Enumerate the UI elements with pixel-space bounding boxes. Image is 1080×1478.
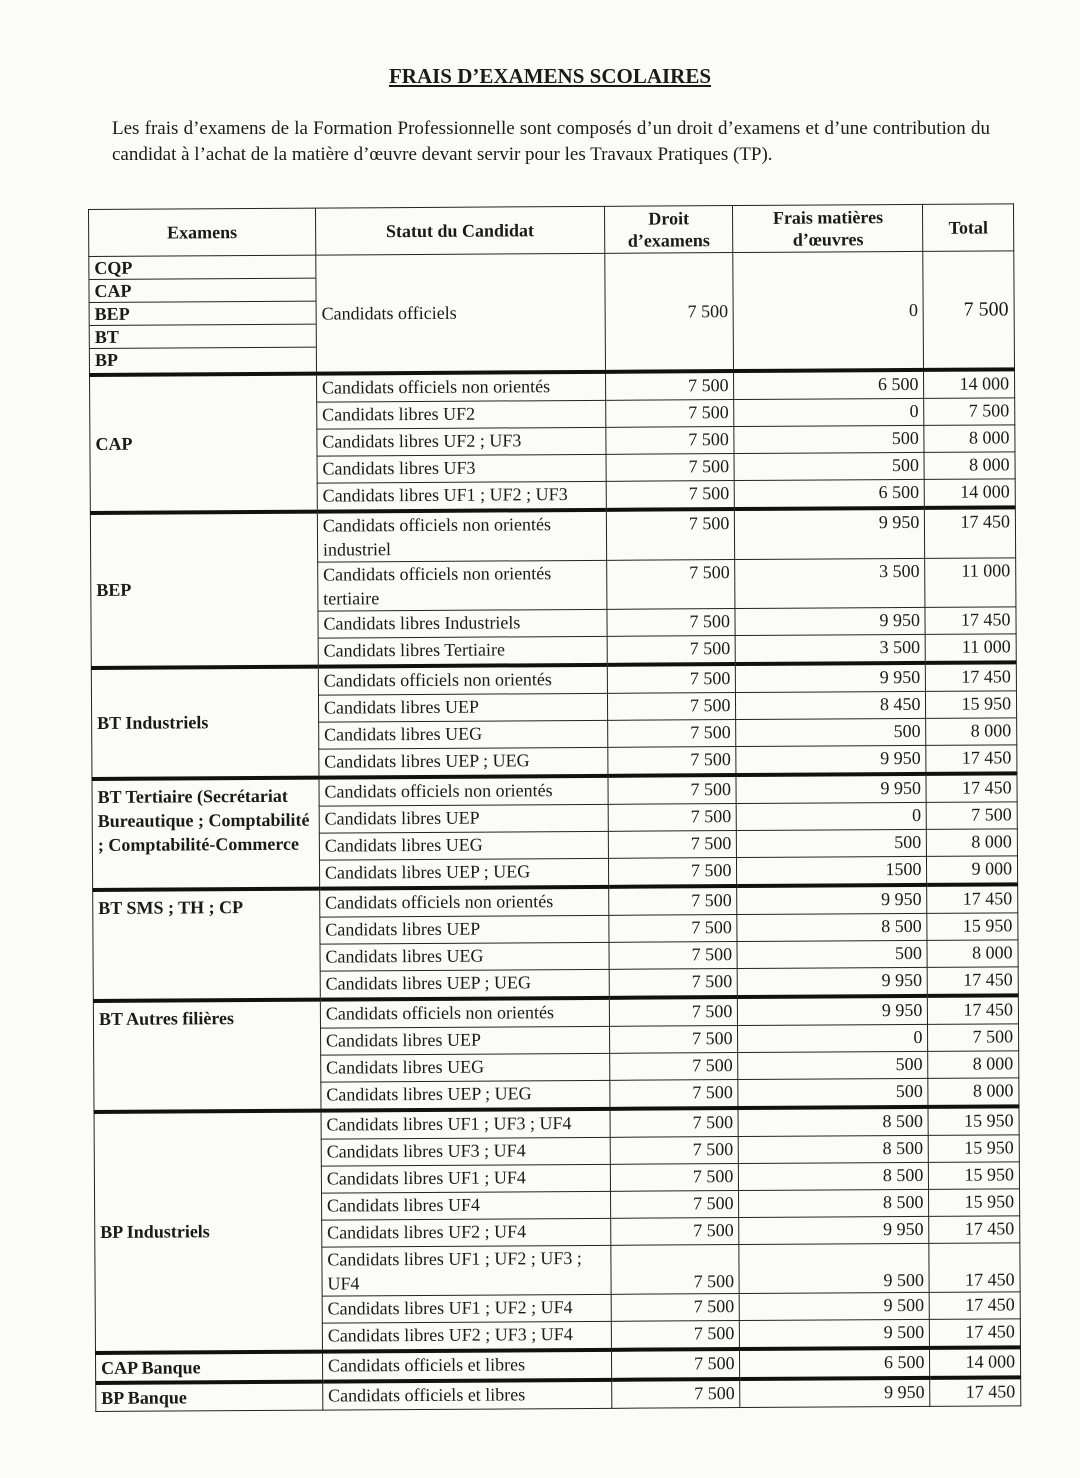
exam-bep: BEP (90, 302, 316, 326)
statut-cell: Candidats officiels non orientés (319, 775, 608, 805)
frais-cell: 9 950 (738, 995, 928, 1025)
droit-cell: 7 500 (609, 997, 738, 1026)
droit-cell: 7 500 (608, 857, 737, 886)
statut-cell: Candidats officiels et libres (322, 1349, 611, 1381)
exam-cell: BT Tertiaire (Secrétariat Bureautique ; Comptabilité ; Comptabilité-Commerce (92, 777, 320, 889)
frais-cell: 500 (737, 829, 927, 857)
total-cell: 8 000 (924, 424, 1015, 452)
total-cell: 8 000 (924, 451, 1015, 479)
frais-cell: 9 950 (735, 607, 925, 635)
frais-cell: 500 (736, 718, 926, 746)
droit-cell: 7 500 (609, 968, 738, 997)
frais-cell: 8 500 (739, 1189, 929, 1217)
statut-cell: Candidats libres UF2 ; UF3 ; UF4 (322, 1321, 611, 1351)
total-cell: 17 450 (927, 884, 1018, 913)
table-row (90, 507, 1015, 563)
frais-cell: 9 950 (738, 967, 928, 997)
total-cell: 14 000 (925, 478, 1016, 507)
frais-cell: 6 500 (735, 479, 925, 509)
frais-cell: 500 (737, 940, 927, 968)
frais-cell: 3 500 (735, 558, 925, 608)
frais-cell: 8 500 (739, 1162, 929, 1190)
table-body (89, 251, 1021, 1411)
header-examens: Examens (89, 208, 316, 256)
statut-cell: Candidats libres UF3 (317, 454, 606, 483)
droit-cell: 7 500 (609, 914, 738, 942)
document-title: FRAIS D’EXAMENS SCOLAIRES (388, 64, 712, 88)
exam-cqp: CQP (89, 256, 315, 280)
statut-cell: Candidats libres UF1 ; UF3 ; UF4 (321, 1108, 610, 1138)
droit-cell: 7 500 (608, 830, 737, 858)
frais-cell: 9 950 (736, 745, 926, 775)
droit-cell: 7 500 (608, 775, 737, 804)
statut-cell: Candidats officiels non orientés (318, 664, 607, 694)
total-cell: 14 000 (924, 369, 1015, 398)
droit-cell: 7 500 (611, 1349, 740, 1380)
droit-cell: 7 500 (605, 253, 734, 372)
frais-cell: 500 (738, 1051, 928, 1079)
total-cell: 17 450 (930, 1291, 1021, 1319)
statut-cell: Candidats libres UF4 (321, 1191, 610, 1220)
droit-cell: 7 500 (611, 1293, 740, 1321)
statut-cell: Candidats libres UF3 ; UF4 (321, 1137, 610, 1166)
frais-cell: 1500 (737, 856, 927, 886)
frais-cell: 0 (738, 1024, 928, 1052)
total-cell: 8 000 (928, 1077, 1019, 1106)
droit-cell: 7 500 (611, 1244, 740, 1294)
droit-cell: 7 500 (606, 399, 735, 427)
statut-cell: Candidats officiels non orientés tertiaire (318, 560, 607, 611)
total-cell: 8 000 (927, 939, 1018, 967)
table-header-row (89, 204, 1014, 257)
frais-cell: 8 500 (739, 1135, 929, 1163)
total-cell: 11 000 (925, 557, 1016, 607)
frais-cell: 500 (734, 425, 924, 453)
total-cell: 15 950 (927, 912, 1018, 940)
statut-cell: Candidats libres UF1 ; UF4 (321, 1164, 610, 1193)
frais-cell: 9 950 (736, 662, 926, 692)
frais-cell: 0 (733, 251, 924, 370)
exam-cell: CAP Banque (95, 1351, 322, 1382)
droit-cell: 7 500 (607, 719, 736, 747)
total-cell: 14 000 (930, 1347, 1021, 1378)
total-cell: 17 450 (925, 606, 1016, 634)
droit-cell: 7 500 (607, 664, 736, 693)
table-row (89, 251, 1015, 375)
total-cell: 17 450 (926, 744, 1017, 773)
total-cell: 7 500 (927, 801, 1018, 829)
table-row (96, 1377, 1021, 1411)
exam-list-cell (89, 255, 317, 374)
frais-cell: 500 (734, 452, 924, 480)
droit-cell: 7 500 (606, 480, 735, 509)
header-droit: Droit d’examens (604, 206, 733, 254)
droit-cell: 7 500 (605, 371, 734, 400)
droit-cell: 7 500 (606, 453, 735, 481)
statut-cell: Candidats libres Tertiaire (318, 636, 607, 666)
droit-cell: 7 500 (608, 803, 737, 831)
statut-cell: Candidats libres Industriels (318, 609, 607, 638)
statut-cell: Candidats libres UEP (320, 915, 609, 944)
header-total: Total (923, 204, 1014, 252)
exam-cell: CAP (90, 373, 318, 512)
droit-cell: 7 500 (610, 1136, 739, 1164)
droit-cell: 7 500 (606, 426, 735, 454)
total-cell: 15 950 (928, 1106, 1019, 1135)
droit-cell: 7 500 (611, 1320, 740, 1349)
statut-cell: Candidats libres UF1 ; UF2 ; UF3 (317, 481, 606, 511)
statut-cell: Candidats libres UF1 ; UF2 ; UF4 (322, 1294, 611, 1323)
statut-cell: Candidats libres UF2 ; UF3 (317, 427, 606, 456)
statut-cell: Candidats libres UEG (319, 831, 608, 860)
total-cell: 7 500 (924, 397, 1015, 425)
total-cell: 17 450 (928, 995, 1019, 1024)
exam-cell: BP Banque (96, 1381, 323, 1411)
droit-cell: 7 500 (611, 1217, 740, 1245)
total-cell: 8 000 (926, 717, 1017, 745)
statut-cell: Candidats officiels non orientés industriel (317, 509, 606, 561)
total-cell: 7 500 (928, 1023, 1019, 1051)
total-cell: 15 950 (929, 1134, 1020, 1162)
droit-cell: 7 500 (610, 1163, 739, 1191)
statut-cell: Candidats libres UEG (319, 720, 608, 749)
statut-cell: Candidats libres UEP (318, 693, 607, 722)
statut-cell: Candidats libres UEP ; UEG (319, 747, 608, 777)
statut-cell: Candidats libres UEP (319, 804, 608, 833)
header-frais: Frais matières d’œuvres (733, 204, 923, 252)
statut-cell: Candidats officiels non orientés (320, 997, 609, 1027)
total-cell: 15 950 (929, 1161, 1020, 1189)
total-cell: 17 450 (925, 507, 1016, 558)
droit-cell: 7 500 (610, 1052, 739, 1080)
total-cell: 11 000 (925, 633, 1016, 662)
header-statut: Statut du Candidat (315, 206, 604, 255)
frais-cell: 6 500 (734, 369, 924, 399)
intro-paragraph: Les frais d’examens de la Formation Professionnelle sont composés d’un droit d’examens et d’une contribution du candidat à l’achat de la matière d’œuvre devant servir pour les Travaux Pratiques (TP). (112, 118, 990, 165)
frais-cell: 9 950 (735, 507, 925, 559)
total-cell: 7 500 (923, 251, 1014, 370)
statut-cell: Candidats libres UEP ; UEG (321, 1080, 610, 1110)
statut-cell: Candidats officiels et libres (323, 1379, 612, 1409)
statut-cell: Candidats libres UEP (320, 1026, 609, 1055)
frais-cell: 6 500 (740, 1347, 930, 1378)
droit-cell: 7 500 (610, 1108, 739, 1137)
statut-cell: Candidats officiels non orientés (320, 886, 609, 916)
frais-cell: 9 500 (740, 1292, 930, 1320)
frais-cell: 9 950 (739, 1216, 929, 1244)
frais-cell: 9 950 (737, 884, 927, 914)
total-cell: 15 950 (926, 690, 1017, 718)
frais-cell: 0 (734, 398, 924, 426)
statut-cell: Candidats libres UF1 ; UF2 ; UF3 ; UF4 (322, 1245, 611, 1296)
exam-cell: BT Industriels (91, 666, 319, 778)
exam-bt: BT (90, 325, 316, 349)
total-cell: 17 450 (929, 1215, 1020, 1243)
exam-cap: CAP (89, 279, 315, 303)
statut-cell: Candidats libres UEP ; UEG (320, 969, 609, 999)
frais-cell: 9 500 (740, 1319, 930, 1349)
statut-cell: Candidats libres UF2 ; UF4 (322, 1218, 611, 1247)
total-cell: 17 450 (926, 773, 1017, 802)
droit-cell: 7 500 (609, 941, 738, 969)
frais-cell: 9 950 (736, 773, 926, 803)
statut-cell: Candidats libres UF2 (317, 400, 606, 429)
droit-cell: 7 500 (612, 1379, 741, 1408)
droit-cell: 7 500 (606, 509, 735, 560)
total-cell: 17 450 (929, 1242, 1020, 1292)
total-cell: 8 000 (928, 1050, 1019, 1078)
total-cell: 9 000 (927, 855, 1018, 884)
frais-cell: 9 950 (740, 1377, 930, 1407)
statut-cell: Candidats libres UEG (321, 1053, 610, 1082)
frais-cell: 3 500 (736, 634, 926, 664)
statut-cell: Candidats libres UEG (320, 942, 609, 971)
droit-cell: 7 500 (607, 608, 736, 636)
total-cell: 17 450 (930, 1318, 1021, 1347)
frais-cell: 8 450 (736, 691, 926, 719)
frais-cell: 8 500 (738, 1106, 928, 1136)
exam-bp: BP (94, 349, 118, 370)
frais-cell: 500 (738, 1078, 928, 1108)
total-cell: 17 450 (926, 662, 1017, 691)
statut-cell: Candidats libres UEP ; UEG (319, 858, 608, 888)
total-cell: 17 450 (928, 966, 1019, 995)
total-cell: 17 450 (930, 1377, 1021, 1406)
total-cell: 15 950 (929, 1188, 1020, 1216)
exam-cell: BP Industriels (94, 1110, 322, 1352)
frais-cell: 9 500 (739, 1243, 929, 1293)
droit-cell: 7 500 (610, 1079, 739, 1108)
droit-cell: 7 500 (608, 886, 737, 915)
frais-cell: 8 500 (737, 913, 927, 941)
frais-cell: 0 (737, 802, 927, 830)
droit-cell: 7 500 (607, 692, 736, 720)
exam-cell: BT Autres filières (93, 999, 321, 1111)
exam-cell: BT SMS ; TH ; CP (93, 888, 321, 1000)
droit-cell: 7 500 (606, 559, 735, 609)
droit-cell: 7 500 (607, 635, 736, 664)
total-cell: 8 000 (927, 828, 1018, 856)
statut-cell: Candidats officiels non orientés (316, 371, 605, 401)
exam-cell: BEP (90, 511, 318, 667)
droit-cell: 7 500 (608, 746, 737, 775)
droit-cell: 7 500 (609, 1025, 738, 1053)
statut-cell: Candidats officiels (316, 253, 606, 373)
fees-table (88, 203, 1021, 1411)
droit-cell: 7 500 (610, 1190, 739, 1218)
